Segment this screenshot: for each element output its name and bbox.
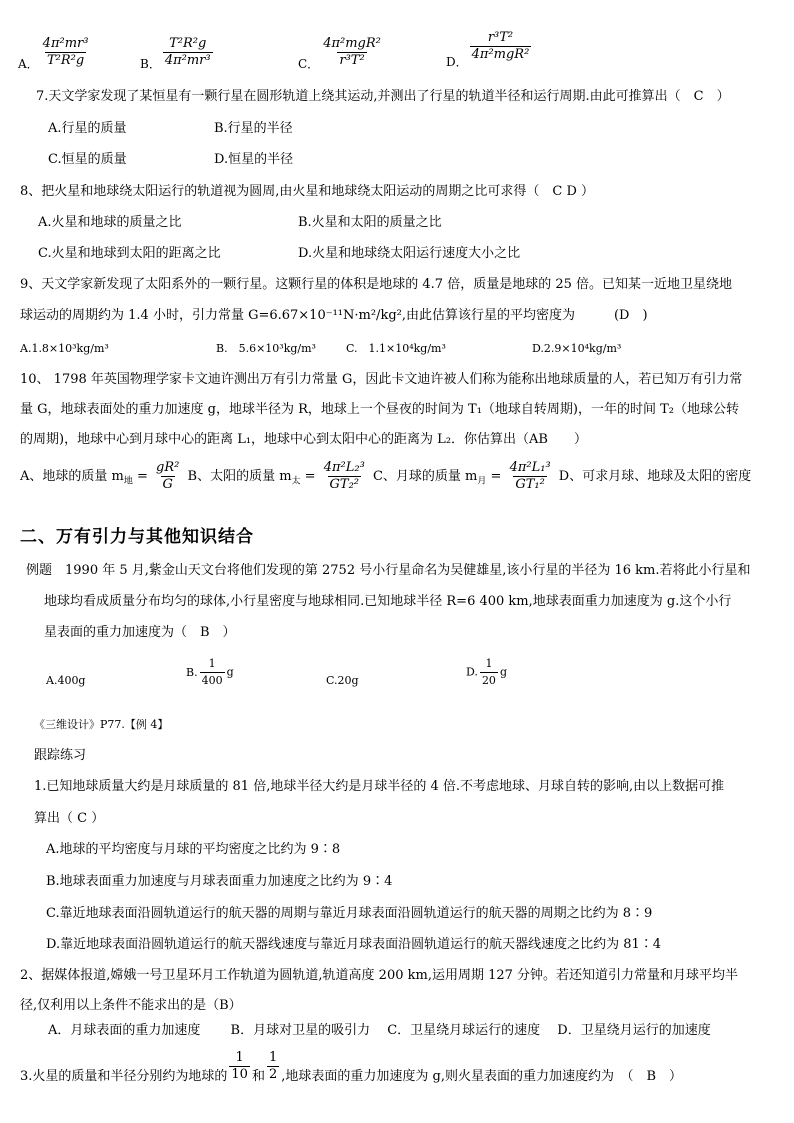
question-9-line-2: 球运动的周期约为 1.4 小时，引力常量 G=6.67×10⁻¹¹N·m²/kg²,由此估算该行星的平均密度为 (D ) <box>20 308 648 323</box>
unit: g <box>226 665 234 679</box>
question-10-line-2: 量 G，地球表面处的重力加速度 g，地球半径为 R，地球上一个昼夜的时间为 T₁（地球自转周期)，一年的时间 T₂（地球公转 <box>20 402 739 417</box>
fraction-numerator: r³T² <box>487 30 514 45</box>
question-10-options <box>20 460 751 493</box>
question-8-option-c: C.火星和地球到太阳的距离之比 <box>38 246 221 261</box>
option-text: C、月球的质量 m <box>372 469 478 484</box>
option-label: B． <box>140 57 161 71</box>
question-10-option-d: D、可求月球、地球及太阳的密度 <box>558 469 752 484</box>
option-c <box>298 36 385 69</box>
question-7-stem: 7.天文学家发现了某恒星有一颗行星在圆形轨道上绕其运动,并测出了行星的轨道半径和运行周期.由此可推算出（ C ） <box>36 89 730 104</box>
fraction-numerator: 4π²mgR² <box>323 36 381 51</box>
question-7-option-c: C.恒星的质量 <box>48 152 127 167</box>
option-b <box>140 36 215 69</box>
fraction-numerator: T²R²g <box>169 36 207 51</box>
subscript: 月 <box>477 476 487 487</box>
question-9-option-c: C. 1.1×10⁴kg/m³ <box>346 342 446 355</box>
fraction-denominator: GT₁² <box>515 477 545 492</box>
fraction-denominator: r³T² <box>339 53 365 68</box>
follow-up-1-line-2: 算出（ C ） <box>34 811 105 826</box>
fraction-numerator: 4π²L₂³ <box>323 460 365 475</box>
option-label: B. <box>186 665 198 679</box>
example-option-b <box>186 656 234 689</box>
fraction-denominator: 4π²mr³ <box>164 53 211 68</box>
question-8-option-d: D.火星和地球绕太阳运行速度大小之比 <box>298 246 521 261</box>
fraction-numerator: gR² <box>156 460 180 475</box>
question-text: 3.火星的质量和半径分别约为地球的 <box>20 1069 228 1084</box>
question-9-option-d: D.2.9×10⁴kg/m³ <box>532 342 622 355</box>
option-a <box>18 36 92 69</box>
option-label: C． <box>298 57 320 71</box>
option-label: A． <box>18 57 39 71</box>
question-8-stem: 8、把火星和地球绕太阳运行的轨道视为圆周,由火星和地球绕太阳运动的周期之比可求得（ C D ） <box>20 184 595 199</box>
question-10-option-c: C、月球的质量 $m_月$ = $\frac{\text{4π²L₁³}}{\text{GT₁²}}$ <box>372 460 551 492</box>
option-text: A、地球的质量 m <box>20 469 124 484</box>
question-7-option-d: D.恒星的半径 <box>214 152 294 167</box>
follow-up-1-line-1: 1.已知地球质量大约是月球质量的 81 倍,地球半径大约是月球半径的 4 倍.不考虑地球、月球自转的影响,由以上数据可推 <box>34 779 725 794</box>
subscript: 地 <box>123 476 133 487</box>
fraction-numerator: 1 <box>235 1050 244 1065</box>
question-8-option-b: B.火星和太阳的质量之比 <box>298 215 442 230</box>
option-d <box>446 30 533 69</box>
reference-note: 《三维设计》P77.【例 4】 <box>34 718 169 731</box>
question-text: ,地球表面的重力加速度为 g,则火星表面的重力加速度约为 （ B ） <box>281 1069 683 1084</box>
follow-up-2-options: A．月球表面的重力加速度 B．月球对卫星的吸引力 C．卫星绕月球运行的速度 D．卫星绕月运行的加速度 <box>48 1023 711 1038</box>
fraction-numerator: 1 <box>485 657 493 670</box>
fraction-denominator: 10 <box>231 1067 248 1082</box>
example-option-c: C.20g <box>326 674 359 687</box>
follow-up-2-line-1: 2、据媒体报道,嫦娥一号卫星环月工作轨道为圆轨道,轨道高度 200 km,运用周期 127 分钟。若还知道引力常量和月球平均半 <box>20 968 739 983</box>
fraction-denominator: 2 <box>268 1067 278 1082</box>
fraction-denominator: GT₂² <box>329 477 359 492</box>
fraction-numerator: 1 <box>208 657 216 670</box>
fraction-denominator: G <box>162 477 173 492</box>
option-text: B、太阳的质量 m <box>187 469 292 484</box>
follow-up-heading: 跟踪练习 <box>34 748 87 763</box>
example-line-2: 地球均看成质量分布均匀的球体,小行星密度与地球相同.已知地球半径 R=6 400 km,地球表面重力加速度为 g.这个小行 <box>44 594 732 609</box>
fraction-denominator: 4π²mgR² <box>471 47 530 62</box>
follow-up-2-line-2: 径,仅利用以上条件不能求出的是（B） <box>20 998 242 1013</box>
question-10-line-1: 10、 1798 年英国物理学家卡文迪许测出万有引力常量 G，因此卡文迪许被人们称为能称出地球质量的人，若已知万有引力常 <box>20 372 743 387</box>
question-7-option-b: B.行星的半径 <box>214 121 293 136</box>
question-9-option-a: A.1.8×10³kg/m³ <box>20 342 109 355</box>
fraction-denominator: 400 <box>201 674 223 687</box>
example-line-1: 例题 1990 年 5 月,紫金山天文台将他们发现的第 2752 号小行星命名为吴健雄星,该小行星的半径为 16 km.若将此小行星和 <box>26 563 751 578</box>
question-9-line-1: 9、天文学家新发现了太阳系外的一颗行星。这颗行星的体积是地球的 4.7 倍，质量是地球的 25 倍。已知某一近地卫星绕地 <box>20 277 733 292</box>
fraction-numerator: 4π²L₁³ <box>509 460 551 475</box>
example-line-3: 星表面的重力加速度为（ B ） <box>44 625 236 640</box>
fraction-numerator: 4π²mr³ <box>42 36 89 51</box>
example-option-a: A.400g <box>46 674 86 687</box>
option-label: D. <box>466 665 478 679</box>
question-7-option-a: A.行星的质量 <box>48 121 127 136</box>
fraction-denominator: 20 <box>481 674 496 687</box>
follow-up-3-line <box>20 1050 682 1083</box>
question-10-option-b: B、太阳的质量 $m_太$ = $\frac{\text{4π²L₂³}}{\text{GT₂²}}$ <box>187 460 365 492</box>
section-heading: 二、万有引力与其他知识结合 <box>20 527 254 547</box>
fraction-denominator: T²R²g <box>46 53 85 68</box>
fraction-numerator: 1 <box>268 1050 278 1065</box>
question-9-option-b: B. 5.6×10³kg/m³ <box>216 342 316 355</box>
follow-up-1-option-d: D.靠近地球表面沿圆轨道运行的航天器线速度与靠近月球表面沿圆轨道运行的航天器线速度之比约为 81∶4 <box>46 937 662 952</box>
question-8-option-a: A.火星和地球的质量之比 <box>38 215 182 230</box>
example-option-d <box>466 656 507 689</box>
question-10-option-a: A、地球的质量 $m_地$ = $\frac{\text{gR²}}{G}$ <box>20 460 180 492</box>
follow-up-1-option-a: A.地球的平均密度与月球的平均密度之比约为 9∶8 <box>46 842 341 857</box>
question-10-line-3: 的周期)，地球中心到月球中心的距离 L₁，地球中心到太阳中心的距离为 L₂．你估算出（AB ） <box>20 432 587 447</box>
follow-up-1-option-b: B.地球表面重力加速度与月球表面重力加速度之比约为 9∶4 <box>46 874 393 889</box>
option-label: D． <box>446 55 468 69</box>
question-text: 和 <box>251 1069 265 1084</box>
unit: g <box>499 665 507 679</box>
follow-up-1-option-c: C.靠近地球表面沿圆轨道运行的航天器的周期与靠近月球表面沿圆轨道运行的航天器的周期之比约为 8∶9 <box>46 906 653 921</box>
subscript: 太 <box>291 476 301 487</box>
